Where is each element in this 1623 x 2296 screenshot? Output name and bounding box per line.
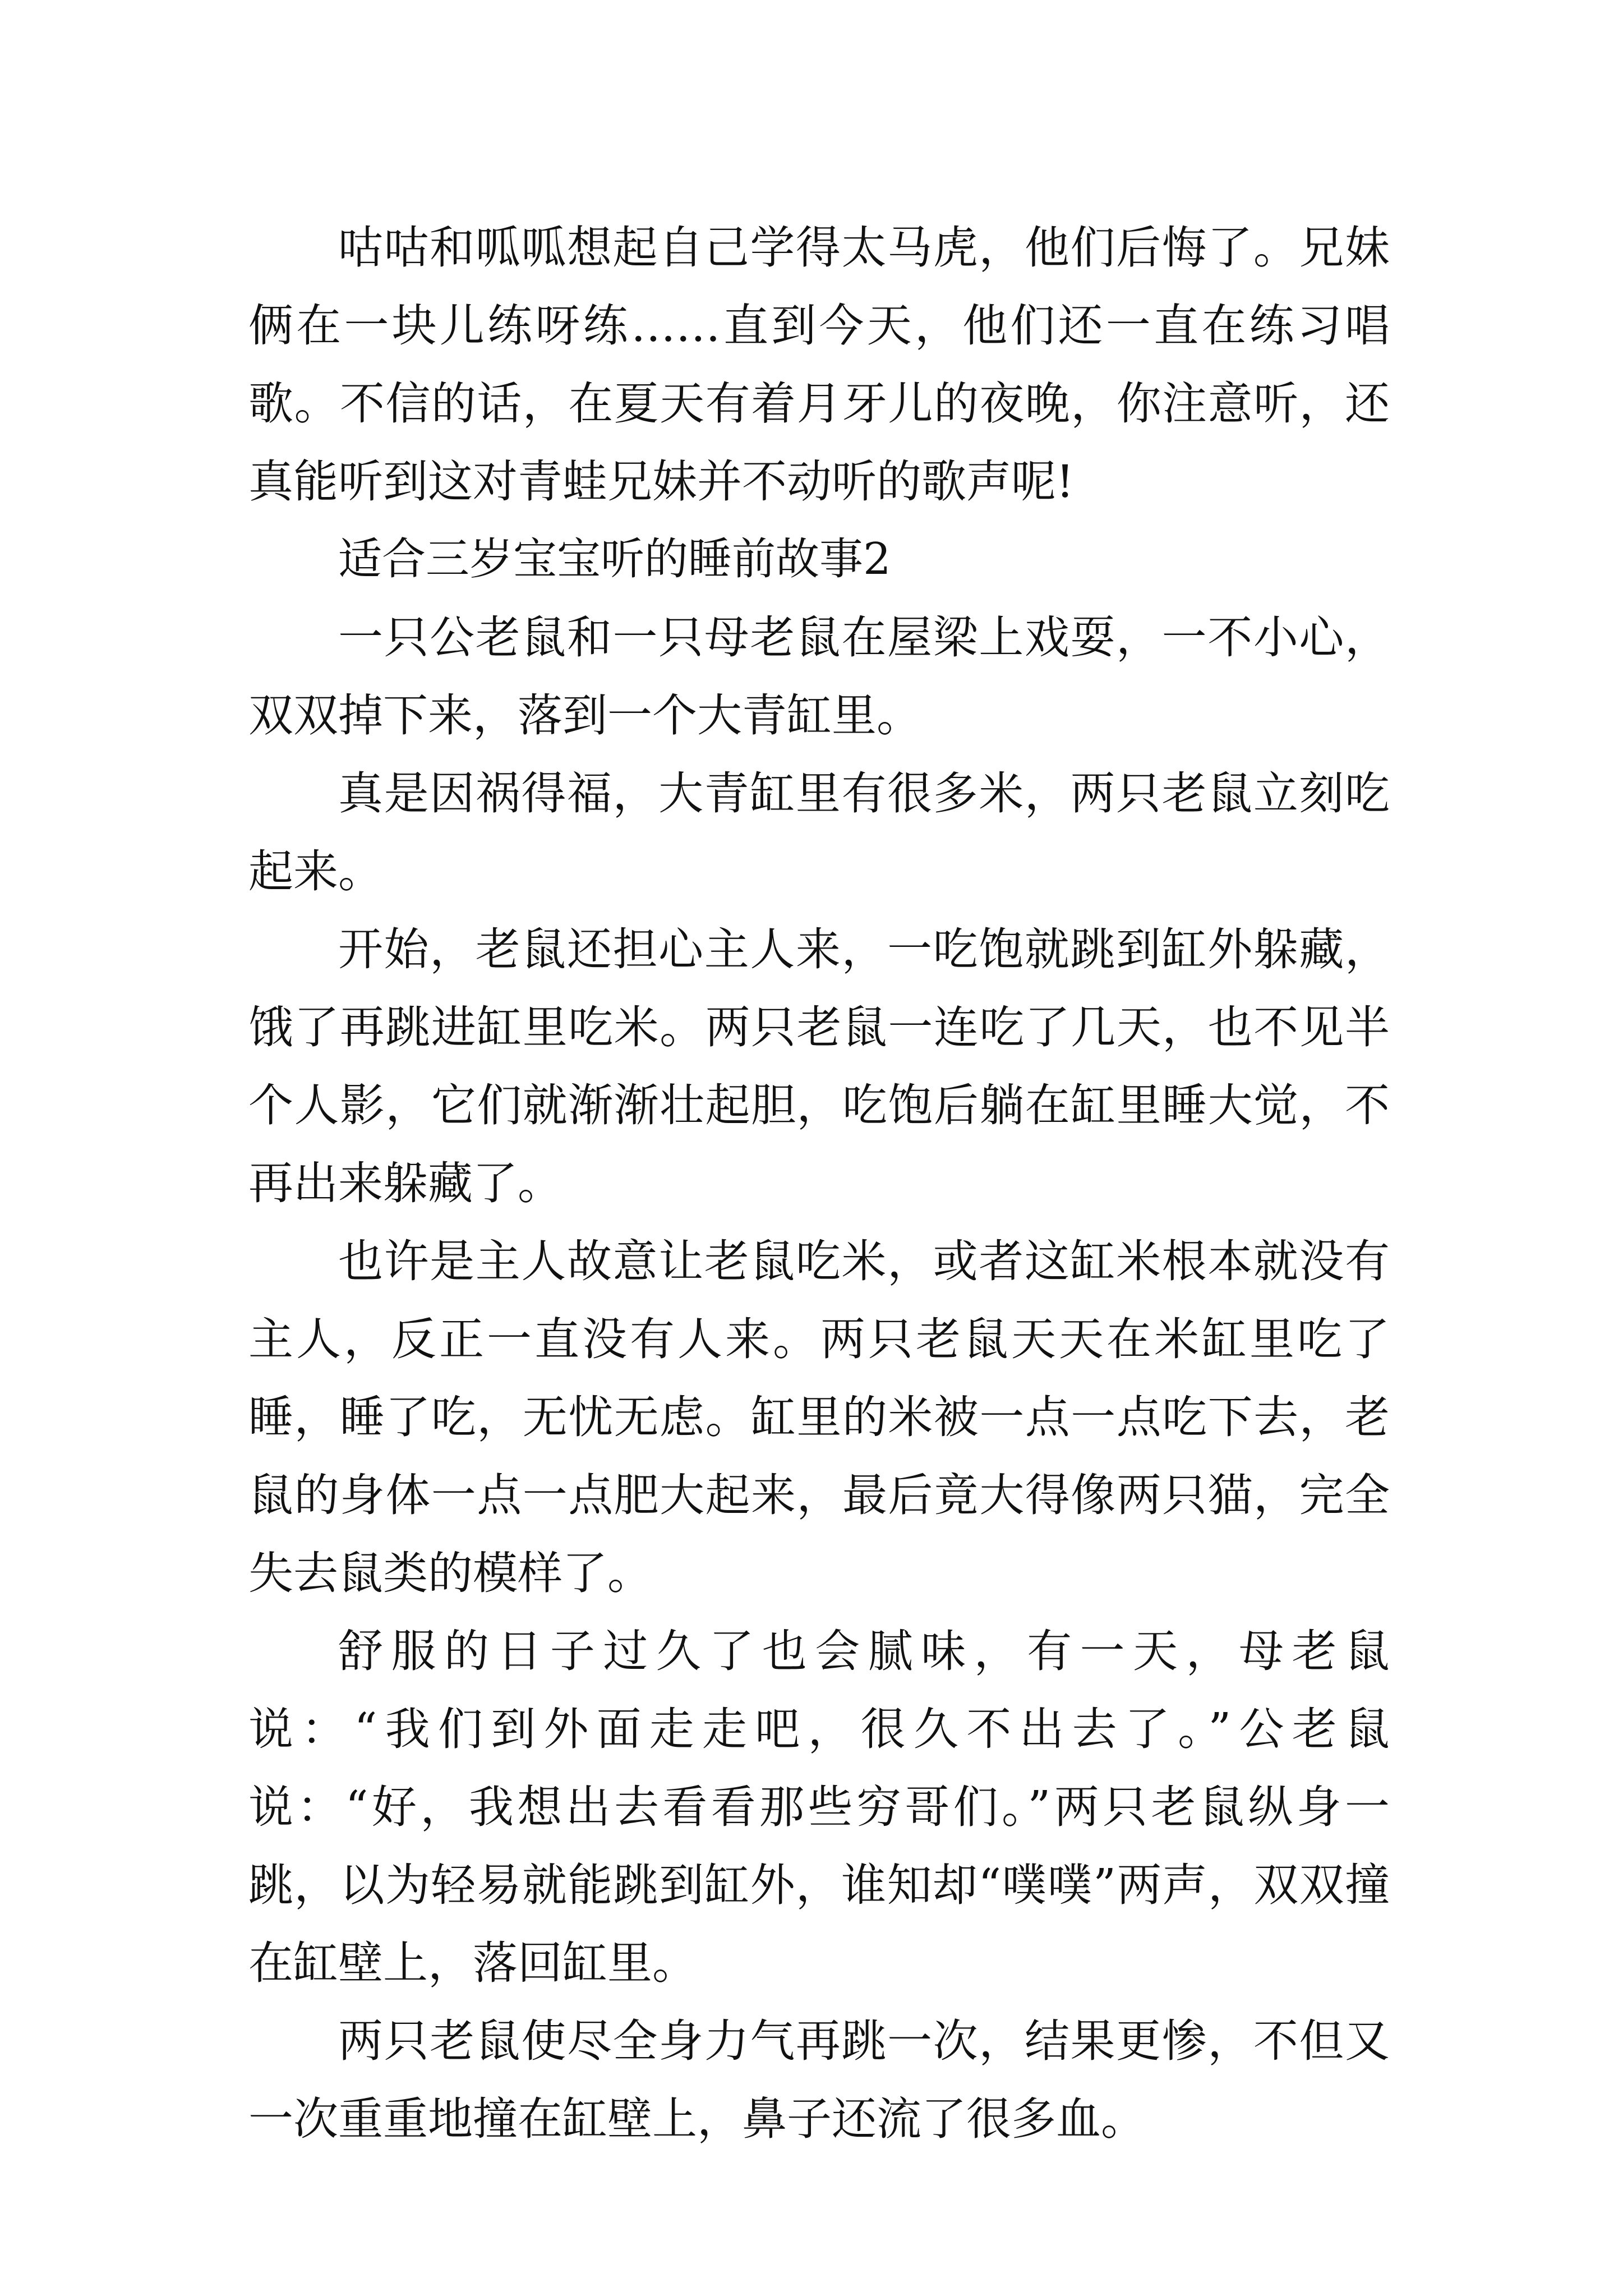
paragraph-hiding: 开始，老鼠还担心主人来，一吃饱就跳到缸外躲藏，饿了再跳进缸里吃米。两只老鼠一连吃了几天，也不见半个人影，它们就渐渐壮起胆，吃饱后躺在缸里睡大觉，不再出来躲藏了。	[248, 923, 1390, 1209]
document-body	[248, 209, 1390, 2158]
paragraph-second-jump: 两只老鼠使尽全身力气再跳一次，结果更惨，不但又一次重重地撞在缸壁上，鼻子还流了很多血。	[248, 2015, 1390, 2145]
paragraph-trying-to-leave: 舒服的日子过久了也会腻味，有一天，母老鼠说：“我们到外面走走吧，很久不出去了。”公老鼠说：“好，我想出去看看那些穷哥们。”两只老鼠纵身一跳，以为轻易就能跳到缸外，谁知却“噗噗”两声，双双撞在缸壁上，落回缸里。	[248, 1625, 1390, 1989]
paragraph-frog-ending: 咕咕和呱呱想起自己学得太马虎，他们后悔了。兄妹俩在一块儿练呀练……直到今天，他们还一直在练习唱歌。不信的话，在夏天有着月牙儿的夜晚，你注意听，还真能听到这对青蛙兄妹并不动听的歌声呢!	[248, 222, 1390, 508]
story-title: 适合三岁宝宝听的睡前故事2	[338, 534, 891, 585]
paragraph-mice-fall: 一只公老鼠和一只母老鼠在屋梁上戏耍，一不小心，双双掉下来，落到一个大青缸里。	[248, 611, 1390, 742]
paragraph-growing-fat: 也许是主人故意让老鼠吃米，或者这缸米根本就没有主人，反正一直没有人来。两只老鼠天天在米缸里吃了睡，睡了吃，无忧无虑。缸里的米被一点一点吃下去，老鼠的身体一点一点肥大起来，最后竟大得像两只猫，完全失去鼠类的模样了。	[248, 1235, 1390, 1599]
paragraph-rice-jar: 真是因祸得福，大青缸里有很多米，两只老鼠立刻吃起来。	[248, 767, 1390, 898]
